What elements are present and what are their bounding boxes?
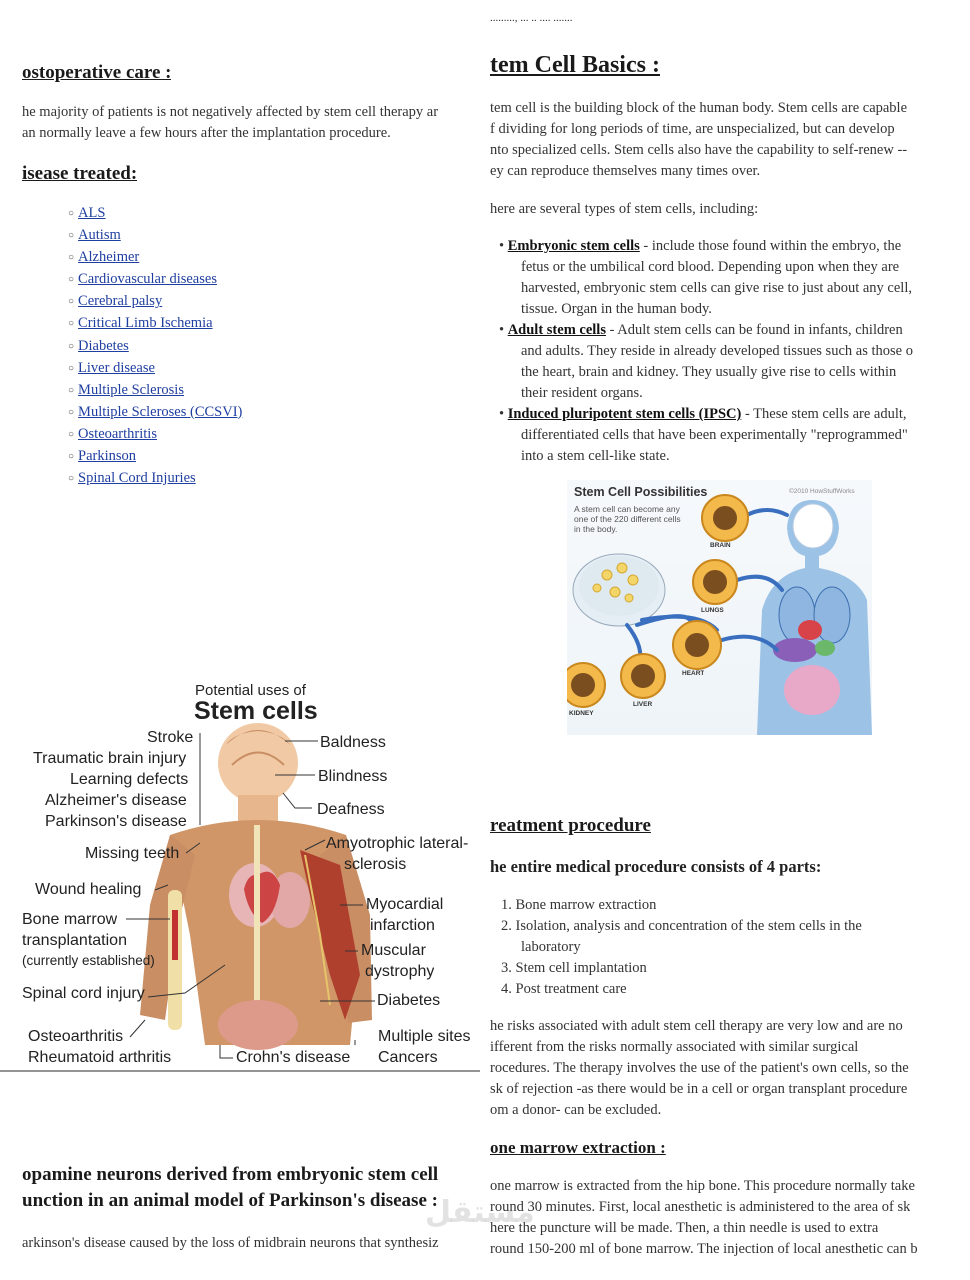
bullet-icon: ○ xyxy=(68,451,75,463)
type-embryonic-first-line: • Embryonic stem cells - include those found within the embryo, the xyxy=(499,238,902,254)
postoperative-text-line-2: an normally leave a few hours after the implantation procedure. xyxy=(22,125,391,141)
type-ipsc-line: into a stem cell-like state. xyxy=(521,448,670,464)
list-item[interactable] xyxy=(68,446,242,468)
disease-link[interactable]: Osteoarthritis xyxy=(78,425,157,442)
label-osteoarthritis: Osteoarthritis xyxy=(28,1028,124,1045)
label-myocardial: Myocardial xyxy=(366,896,444,913)
stem-cells-uses-figure xyxy=(0,675,485,1075)
label-missing-teeth: Missing teeth xyxy=(85,845,180,862)
type-name: Adult stem cells xyxy=(507,322,606,338)
label-bone-marrow: Bone marrow xyxy=(22,911,118,928)
risks-text-line-3: rocedures. The therapy involves the use of the patient's own cells, so the xyxy=(490,1060,909,1076)
figure-title-small: Potential uses of xyxy=(195,682,306,699)
disease-link[interactable]: Parkinson xyxy=(78,448,137,465)
type-adult-line: their resident organs. xyxy=(521,385,643,401)
type-ipsc-first-line: • Induced pluripotent stem cells (IPSC) - These stem cells are adult, xyxy=(499,406,907,422)
label-transplantation: transplantation xyxy=(22,932,127,949)
list-item[interactable] xyxy=(68,424,242,446)
step-2-line-2: laboratory xyxy=(521,939,581,955)
list-item[interactable] xyxy=(68,247,242,269)
basics-text-line-1: tem cell is the building block of the human body. Stem cells are capable xyxy=(490,100,908,116)
type-embryonic-line: fetus or the umbilical cord blood. Depending upon when they are xyxy=(521,259,900,275)
disease-link[interactable]: Multiple Scleroses (CCSVI) xyxy=(78,403,243,420)
possibilities-title: Stem Cell Possibilities xyxy=(574,485,708,499)
dopamine-heading-line-2: unction in an animal model of Parkinson's disease : xyxy=(22,1190,438,1211)
risks-text-line-4: sk of rejection -as there would be in a cell or organ transplant procedure xyxy=(490,1081,908,1097)
marrow-text-line-2: round 30 minutes. First, local anesthetic is administered to the area of sk xyxy=(490,1199,911,1215)
top-cut-text: ........., ... .. .... ....... xyxy=(490,12,573,24)
right-column xyxy=(485,0,970,1280)
types-intro: here are several types of stem cells, including: xyxy=(490,201,759,217)
label-crohns-disease: Crohn's disease xyxy=(236,1049,351,1066)
human-body-illustration xyxy=(0,675,485,1075)
dopamine-text: arkinson's disease caused by the loss of midbrain neurons that synthesiz xyxy=(22,1235,439,1251)
label-wound-healing: Wound healing xyxy=(35,881,142,898)
list-item[interactable] xyxy=(68,380,242,402)
risks-text-line-1: he risks associated with adult stem cell therapy are very low and are no xyxy=(490,1018,903,1034)
type-name: Embryonic stem cells xyxy=(507,238,640,254)
label-currently-established: (currently established) xyxy=(22,953,155,968)
label-sclerosis: sclerosis xyxy=(344,856,407,873)
possibilities-caption-1: A stem cell can become any xyxy=(574,504,680,514)
bullet-icon: ○ xyxy=(68,428,75,440)
list-item[interactable] xyxy=(68,402,242,424)
dopamine-heading-line-1: opamine neurons derived from embryonic stem cell xyxy=(22,1164,439,1185)
label-amyotrophic: Amyotrophic lateral- xyxy=(326,835,469,852)
label-deafness: Deafness xyxy=(317,801,385,818)
bullet-icon: ○ xyxy=(68,340,75,352)
organ-label-brain: BRAIN xyxy=(710,542,731,549)
list-item[interactable] xyxy=(68,291,242,313)
watermark-logo: مستقل xyxy=(425,1195,535,1230)
list-item[interactable] xyxy=(68,269,242,291)
bullet-icon: ○ xyxy=(68,274,75,286)
organ-label-liver: LIVER xyxy=(633,701,653,708)
type-adult-first-line: • Adult stem cells - Adult stem cells can be found in infants, children xyxy=(499,322,903,338)
bullet-icon: ○ xyxy=(68,208,75,219)
label-multiple-sites: Multiple sites xyxy=(378,1028,471,1045)
list-item[interactable] xyxy=(68,203,242,225)
bullet-icon: ○ xyxy=(68,384,75,396)
disease-link[interactable]: Liver disease xyxy=(78,359,155,376)
label-alzheimers: Alzheimer's disease xyxy=(45,792,187,809)
disease-link[interactable]: Cerebral palsy xyxy=(78,293,163,310)
step-3: 3. Stem cell implantation xyxy=(501,960,647,976)
type-ipsc-line: differentiated cells that have been experimentally "reprogrammed" xyxy=(521,427,908,443)
label-spinal-cord-injury: Spinal cord injury xyxy=(22,985,145,1002)
bone-marrow-extraction-heading: one marrow extraction : xyxy=(490,1138,666,1157)
treatment-procedure-heading: reatment procedure xyxy=(490,815,651,836)
disease-list xyxy=(68,203,242,490)
disease-link[interactable]: Critical Limb Ischemia xyxy=(78,315,213,332)
type-embryonic-line: tissue. Organ in the human body. xyxy=(521,301,712,317)
figure-title-big: Stem cells xyxy=(194,697,318,725)
disease-link[interactable]: Alzheimer xyxy=(78,249,140,266)
possibilities-caption-2: one of the 220 different cells xyxy=(574,514,681,524)
type-name: Induced pluripotent stem cells (IPSC) xyxy=(507,406,742,422)
label-baldness: Baldness xyxy=(320,734,386,751)
list-item[interactable] xyxy=(68,358,242,380)
label-cancers: Cancers xyxy=(378,1049,438,1066)
stem-cell-basics-heading: tem Cell Basics : xyxy=(490,52,660,78)
risks-text-line-2: ifferent from the risks normally associated with similar surgical xyxy=(490,1039,859,1055)
list-item[interactable] xyxy=(68,313,242,335)
possibilities-copyright: ©2010 HowStuffWorks xyxy=(789,488,855,495)
marrow-text-line-4: round 150-200 ml of bone marrow. The injection of local anesthetic can b xyxy=(490,1241,918,1257)
disease-link[interactable]: Cardiovascular diseases xyxy=(78,271,217,288)
basics-text-line-2: f dividing for long periods of time, are unspecialized, but can develop xyxy=(490,121,895,137)
label-rheumatoid-arthritis: Rheumatoid arthritis xyxy=(28,1049,172,1066)
label-muscular: Muscular xyxy=(361,942,426,959)
bullet-icon: ○ xyxy=(68,318,75,330)
basics-text-line-4: ey can reproduce themselves many times over. xyxy=(490,163,761,179)
list-item[interactable] xyxy=(68,468,242,490)
stem-cell-possibilities-figure xyxy=(567,480,872,735)
disease-link[interactable]: ALS xyxy=(78,205,106,221)
procedure-intro: he entire medical procedure consists of 4 parts: xyxy=(490,857,822,876)
postoperative-care-heading: ostoperative care : xyxy=(22,62,172,83)
label-traumatic-brain-injury: Traumatic brain injury xyxy=(33,750,187,767)
disease-link[interactable]: Multiple Sclerosis xyxy=(78,381,184,398)
bullet-icon: ○ xyxy=(68,252,75,264)
bullet-icon: ○ xyxy=(68,473,75,485)
risks-text-line-5: om a donor- can be excluded. xyxy=(490,1102,662,1118)
bullet-icon: ○ xyxy=(68,362,75,374)
bullet-icon: ○ xyxy=(68,406,75,418)
type-embryonic-line: harvested, embryonic stem cells can give rise to just about any cell, xyxy=(521,280,912,296)
disease-link[interactable]: Autism xyxy=(78,227,121,244)
label-dystrophy: dystrophy xyxy=(365,963,435,980)
label-stroke: Stroke xyxy=(147,729,194,746)
possibilities-caption-3: in the body. xyxy=(574,524,618,534)
list-item[interactable] xyxy=(68,336,242,358)
postoperative-text-line-1: he majority of patients is not negatively affected by stem cell therapy ar xyxy=(22,104,439,120)
step-2: 2. Isolation, analysis and concentration of the stem cells in the xyxy=(501,918,862,934)
label-infarction: infarction xyxy=(370,917,435,934)
disease-link[interactable]: Diabetes xyxy=(78,337,129,354)
bullet-icon: ○ xyxy=(68,296,75,308)
step-1: 1. Bone marrow extraction xyxy=(501,897,657,913)
marrow-text-line-1: one marrow is extracted from the hip bone. This procedure normally take xyxy=(490,1178,915,1194)
marrow-text-line-3: here the puncture will be made. Then, a thin needle is used to extra xyxy=(490,1220,879,1236)
organ-label-kidney: KIDNEY xyxy=(569,710,594,717)
label-parkinsons: Parkinson's disease xyxy=(45,813,187,830)
disease-link[interactable]: Spinal Cord Injuries xyxy=(78,470,196,487)
label-diabetes: Diabetes xyxy=(377,992,441,1009)
disease-treated-heading: isease treated: xyxy=(22,163,138,184)
basics-text-line-3: nto specialized cells. Stem cells also have the capability to self-renew -- xyxy=(490,142,908,158)
label-learning-defects: Learning defects xyxy=(70,771,189,788)
organ-label-heart: HEART xyxy=(682,670,705,677)
bullet-icon: ○ xyxy=(68,230,75,242)
type-adult-line: the heart, brain and kidney. They usually give rise to cells within xyxy=(521,364,897,380)
step-4: 4. Post treatment care xyxy=(501,981,627,997)
list-item[interactable] xyxy=(68,225,242,247)
organ-label-lungs: LUNGS xyxy=(701,607,724,614)
label-blindness: Blindness xyxy=(318,768,388,785)
type-adult-line: and adults. They reside in already developed tissues such as those o xyxy=(521,343,913,359)
